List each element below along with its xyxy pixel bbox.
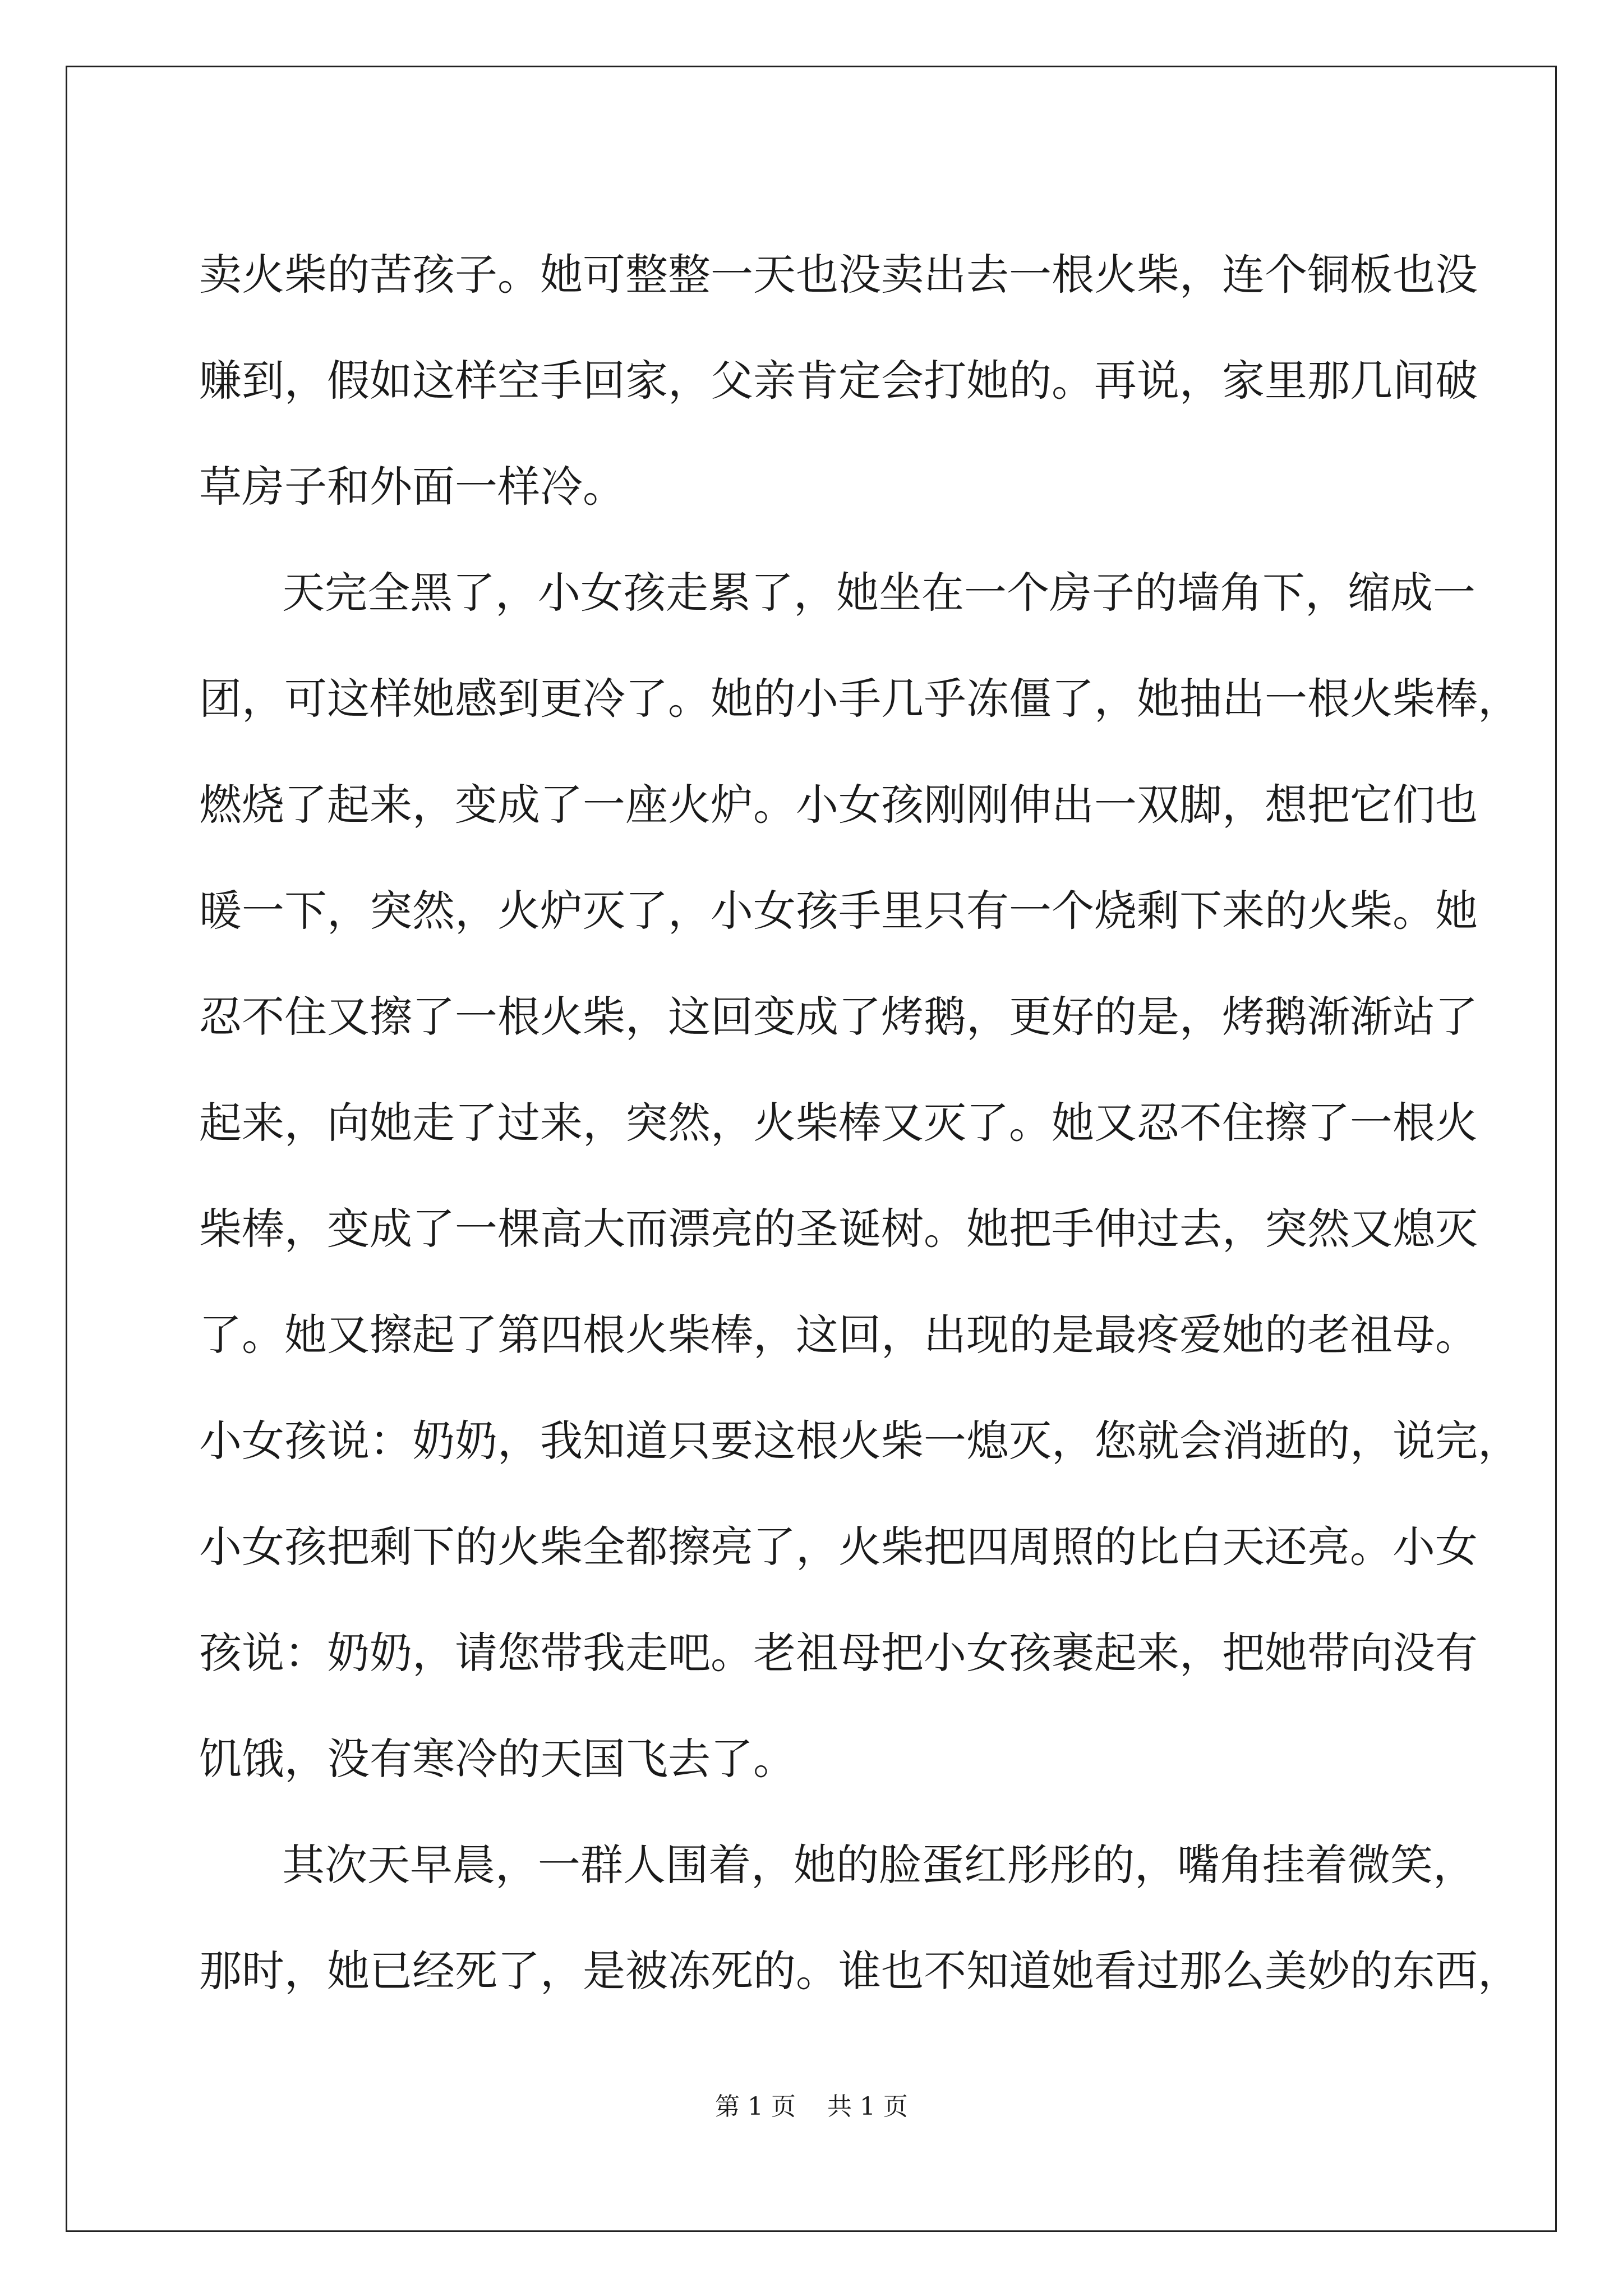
text-line: 柴棒，变成了一棵高大而漂亮的圣诞树。她把手伸过去，突然又熄灭: [199, 1204, 1478, 1254]
page-number: 第 1 页: [715, 2092, 796, 2121]
text-line: 忍不住又擦了一根火柴，这回变成了烤鹅，更好的是，烤鹅渐渐站了: [199, 992, 1478, 1042]
text-line: 卖火柴的苦孩子。她可整整一天也没卖出去一根火柴，连个铜板也没: [199, 250, 1478, 300]
page-total: 共 1 页: [827, 2092, 908, 2121]
page-footer: [0, 2090, 1623, 2124]
text-line: 饥饿，没有寒冷的天国飞去了。: [199, 1734, 796, 1784]
document-body: [199, 222, 1520, 2024]
text-line: 赚到，假如这样空手回家，父亲肯定会打她的。再说，家里那几间破: [199, 356, 1478, 406]
text-line: 了。她又擦起了第四根火柴棒，这回，出现的是最疼爱她的老祖母。: [199, 1310, 1478, 1360]
text-line: 起来，向她走了过来，突然，火柴棒又灭了。她又忍不住擦了一根火: [199, 1098, 1478, 1148]
text-line: 草房子和外面一样冷。: [199, 462, 625, 512]
text-line: 小女孩说：奶奶，我知道只要这根火柴一熄灭，您就会消逝的，说完，: [199, 1416, 1520, 1466]
text-line: 燃烧了起来，变成了一座火炉。小女孩刚刚伸出一双脚，想把它们也: [199, 780, 1478, 830]
paragraph-start-line: 其次天早晨，一群人围着，她的脸蛋红彤彤的，嘴角挂着微笑，: [282, 1840, 1476, 1890]
text-line: 暖一下，突然，火炉灭了，小女孩手里只有一个烧剩下来的火柴。她: [199, 886, 1478, 936]
text-line: 小女孩把剩下的火柴全都擦亮了，火柴把四周照的比白天还亮。小女: [199, 1522, 1478, 1572]
paragraph-start-line: 天完全黑了，小女孩走累了，她坐在一个房子的墙角下，缩成一: [282, 568, 1476, 618]
text-line: 那时，她已经死了，是被冻死的。谁也不知道她看过那么美妙的东西，: [199, 1946, 1520, 1996]
text-line: 团，可这样她感到更冷了。她的小手几乎冻僵了，她抽出一根火柴棒，: [199, 674, 1520, 724]
text-line: 孩说：奶奶，请您带我走吧。老祖母把小女孩裹起来，把她带向没有: [199, 1628, 1478, 1678]
